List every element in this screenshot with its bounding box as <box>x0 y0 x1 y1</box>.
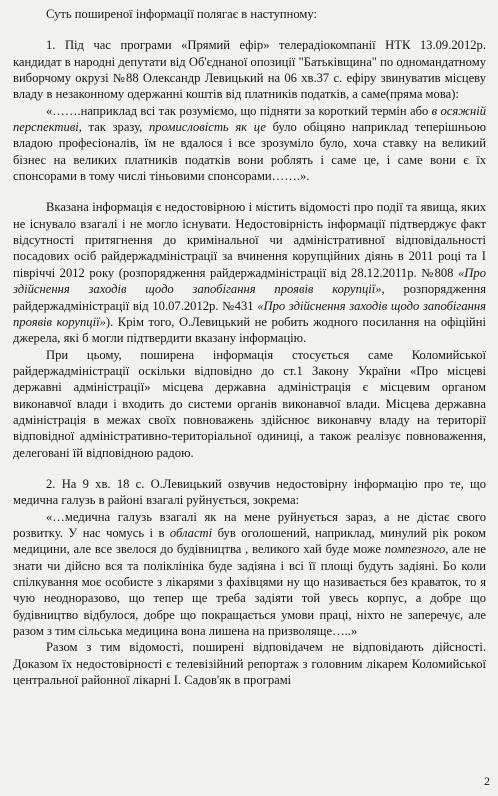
paragraph-legal-basis: При цьому, поширена інформація стосується саме Коломийської райдержадміністрації оскільки відповідно до ст.1 Закону України «Про місцеві державні адміністрації» місцева державна адміністрація є місцевим органом виконавчої влади і входить до системи органів виконавчої влади. Місцева державна адміністрація в межах своїх повноважень здійснює виконавчу владу на території відповідної адміністративно-територіальної одиниці, а також реалізує повноваження, делеговані їй відповідною радою. <box>13 347 486 460</box>
quote-1: «…….наприклад всі так розуміємо, що підняти за короткий термін або в осяжній перспективі, так зразу, промисловість як це було обіцяно наприклад теперішньою владою професіоналів, їм не вдалося і все зрозуміло було, хоча ставку на великий бізнес на великих платників податків вони роблять і саме це, і саме вони є їх спонсорами в тому числі тіньовими спонсорами…….». <box>13 103 487 184</box>
paragraph-refutation-2: Разом з тим відомості, поширені відповідачем не відповідають дійсності. Доказом їх недостовірності є телевізійний репортаж з головним лікарем Коломийської центральної районної лікарні І. Садов'як в програмі <box>13 640 486 688</box>
paragraph-refutation-1: Вказана інформація є недостовірною і містить відомості про події та явища, яких не існувало взагалі і не могло існувати. Недостовірність інформації підтверджує факт відсутності притягнення до кримінальної чи адміністративної відповідальності посадових осіб райдержадміністрації за вчинення корупційних діянь в 2011 році та І півріччі 2012 року (розпорядження райдержадміністрації від 28.12.2011р. №808 «Про здійснення заходів щодо запобігання проявів корупції», розпорядження райдержадміністрації від 10.07.2012р. №431 «Про здійснення заходів щодо запобігання проявів корупції»). Крім того, О.Левицький не робить жодного посилання на офіційні джерела, які б могли підтвердити вказану інформацію. <box>13 200 487 346</box>
paragraph-claim-2: 2. На 9 хв. 18 с. О.Левицький озвучив недостовірну інформацію про те, що медична галузь в районі взагалі руйнується, зокрема: <box>13 476 486 508</box>
paragraph-claim-1: 1. Під час програми «Прямий ефір» телерадіокомпанії НТК 13.09.2012р. кандидат в народні депутати від Об'єднаної опозиції "Батьківщина" по одномандатному виборчому окрузі №88 Олександр Левицький на 06 хв.37 с. ефіру звинуватив місцеву владу в незаконному одержанні коштів від платників податків, а саме(пряма мова): <box>13 38 486 102</box>
section-heading: Суть поширеної інформації полягає в наступному: <box>46 7 318 21</box>
quote-2: «…медична галузь взагалі як на мене руйнується зараз, а не дістає свого розвитку. У нас чомусь і в області був оголошений, наприклад, минулий рік роком медицини, але все звелося до будівництва , великого хай буде може помпезного, але не знати чи дійсно вся та поліклініка буде задіяна і всі її площі будуть задіяні. Бо коли спілкування моє особисте з лікарями з фахівцями ну що називається без краваток, то я чую неодноразово, що тепер ще треба задіяти той увесь корпус, а добре що будівництво відбулося, добре що покращається умови праці, ніхто не заперечує, але разом з тим сільська медицина вона лишена на призволяще…..» <box>13 509 486 639</box>
page-number: 2 <box>484 774 490 788</box>
